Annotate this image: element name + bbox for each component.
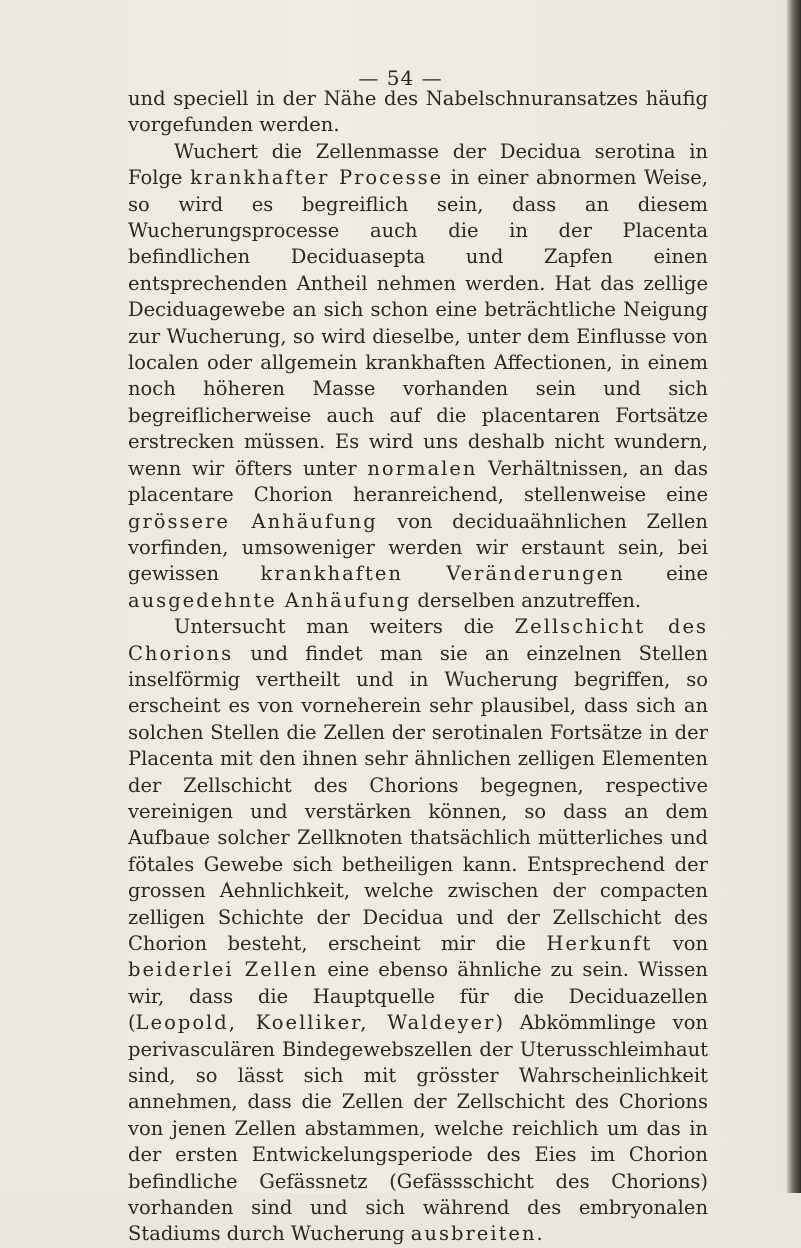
text-run: und findet man sie an einzelnen Stellen inselförmig vertheilt und in Wucherung begriffen, so erscheint es von vorneherein sehr plausibel, dass sich an solchen Stellen die Zellen der serotinalen Fortsätze in der Placenta mit den ihnen sehr ähnlichen zelligen Elementen der Zellschicht des Chorions begegnen, respective vereinigen und verstärken können, so dass an dem Aufbaue solcher Zellknoten thatsächlich mütterliches und fötales Gewebe sich betheiligen kann. Entsprechend der grossen Aehnlichkeit, welche zwischen der compacten zelligen Schichte der Decidua und der Zellschicht des Chorion besteht, erscheint mir die xyxy=(128,641,708,955)
text-run: Untersucht man weiters die xyxy=(174,615,515,639)
text-run: eine xyxy=(624,562,709,586)
text-run: Verhältnissen, an das placentare Chorion heranreichend, stellenweise eine xyxy=(128,456,708,507)
text-run: von xyxy=(652,932,709,955)
emphasized-text: normalen xyxy=(367,456,478,480)
emphasized-text: krankhaften Veränderungen xyxy=(260,562,625,586)
emphasized-text: beiderlei Zellen xyxy=(128,958,319,982)
text-run: in einer abnormen Weise, so wird es begreiflich sein, dass an diesem Wucherungsprocesse auch die in der Placenta befindlichen Deciduasepta und Zapfen einen entsprechenden Antheil nehmen werden. Hat das zellige Deciduagewebe an sich schon eine beträchtliche Neigung zur Wucherung, so wird dieselbe, unter dem Einflusse von localen oder allgemein krankhaften Affectionen, in einem noch höheren Masse vorhanden sein und sich begreiflicherweise auch auf die placentaren Fortsätze erstrecken müssen. Es wird uns deshalb nicht wundern, wenn wir öfters unter xyxy=(128,166,708,480)
emphasized-text: krankhafter Processe xyxy=(190,166,444,190)
emphasized-text: Herkunft xyxy=(546,932,653,955)
emphasized-text: grössere Anhäufung xyxy=(128,509,378,533)
emphasized-text: ausgedehnte Anhäufung xyxy=(128,588,412,612)
paragraph xyxy=(128,86,708,139)
text-run: ) Abkömmlinge von perivasculären Bindegewebszellen der Uterusschleimhaut sind, so lässt sich mit grösster Wahrscheinlichkeit annehmen, dass die Zellen der Zellschicht des Chorions von jenen Zellen abstammen, welche reichlich um das in der ersten Entwickelungsperiode des Eies im Chorion befindliche Gefässnetz (Gefässschicht des Chorions) vorhanden sind und sich während des embryonalen Stadiums durch Wucherung xyxy=(128,1011,708,1246)
text-run: eine ebenso ähnliche zu sein. Wissen wir, dass die Hauptquelle für die Deciduazellen ( xyxy=(128,958,708,1035)
text-run: und speciell in der Nähe des Nabelschnuransatzes häufig vorgefunden werden. xyxy=(128,87,708,137)
text-run: Wuchert die Zellenmasse der Decidua serotina in Folge xyxy=(128,139,708,190)
text-run: derselben anzutreffen. xyxy=(411,588,642,612)
paragraph xyxy=(128,139,708,614)
emphasized-text: Leopold, Koelliker, Waldeyer xyxy=(135,1011,496,1035)
paragraph xyxy=(128,614,708,1248)
text-run: von deciduaähnlichen Zellen vorfinden, umsoweniger werden wir erstaunt sein, bei gewissen xyxy=(128,509,708,586)
page-number: — 54 — xyxy=(358,66,443,90)
body-text xyxy=(128,86,708,1248)
page-edge-shadow xyxy=(787,0,801,1193)
emphasized-text: Zellschicht des Chorions xyxy=(128,615,708,665)
emphasized-text: ausbreiten. xyxy=(410,1222,545,1246)
